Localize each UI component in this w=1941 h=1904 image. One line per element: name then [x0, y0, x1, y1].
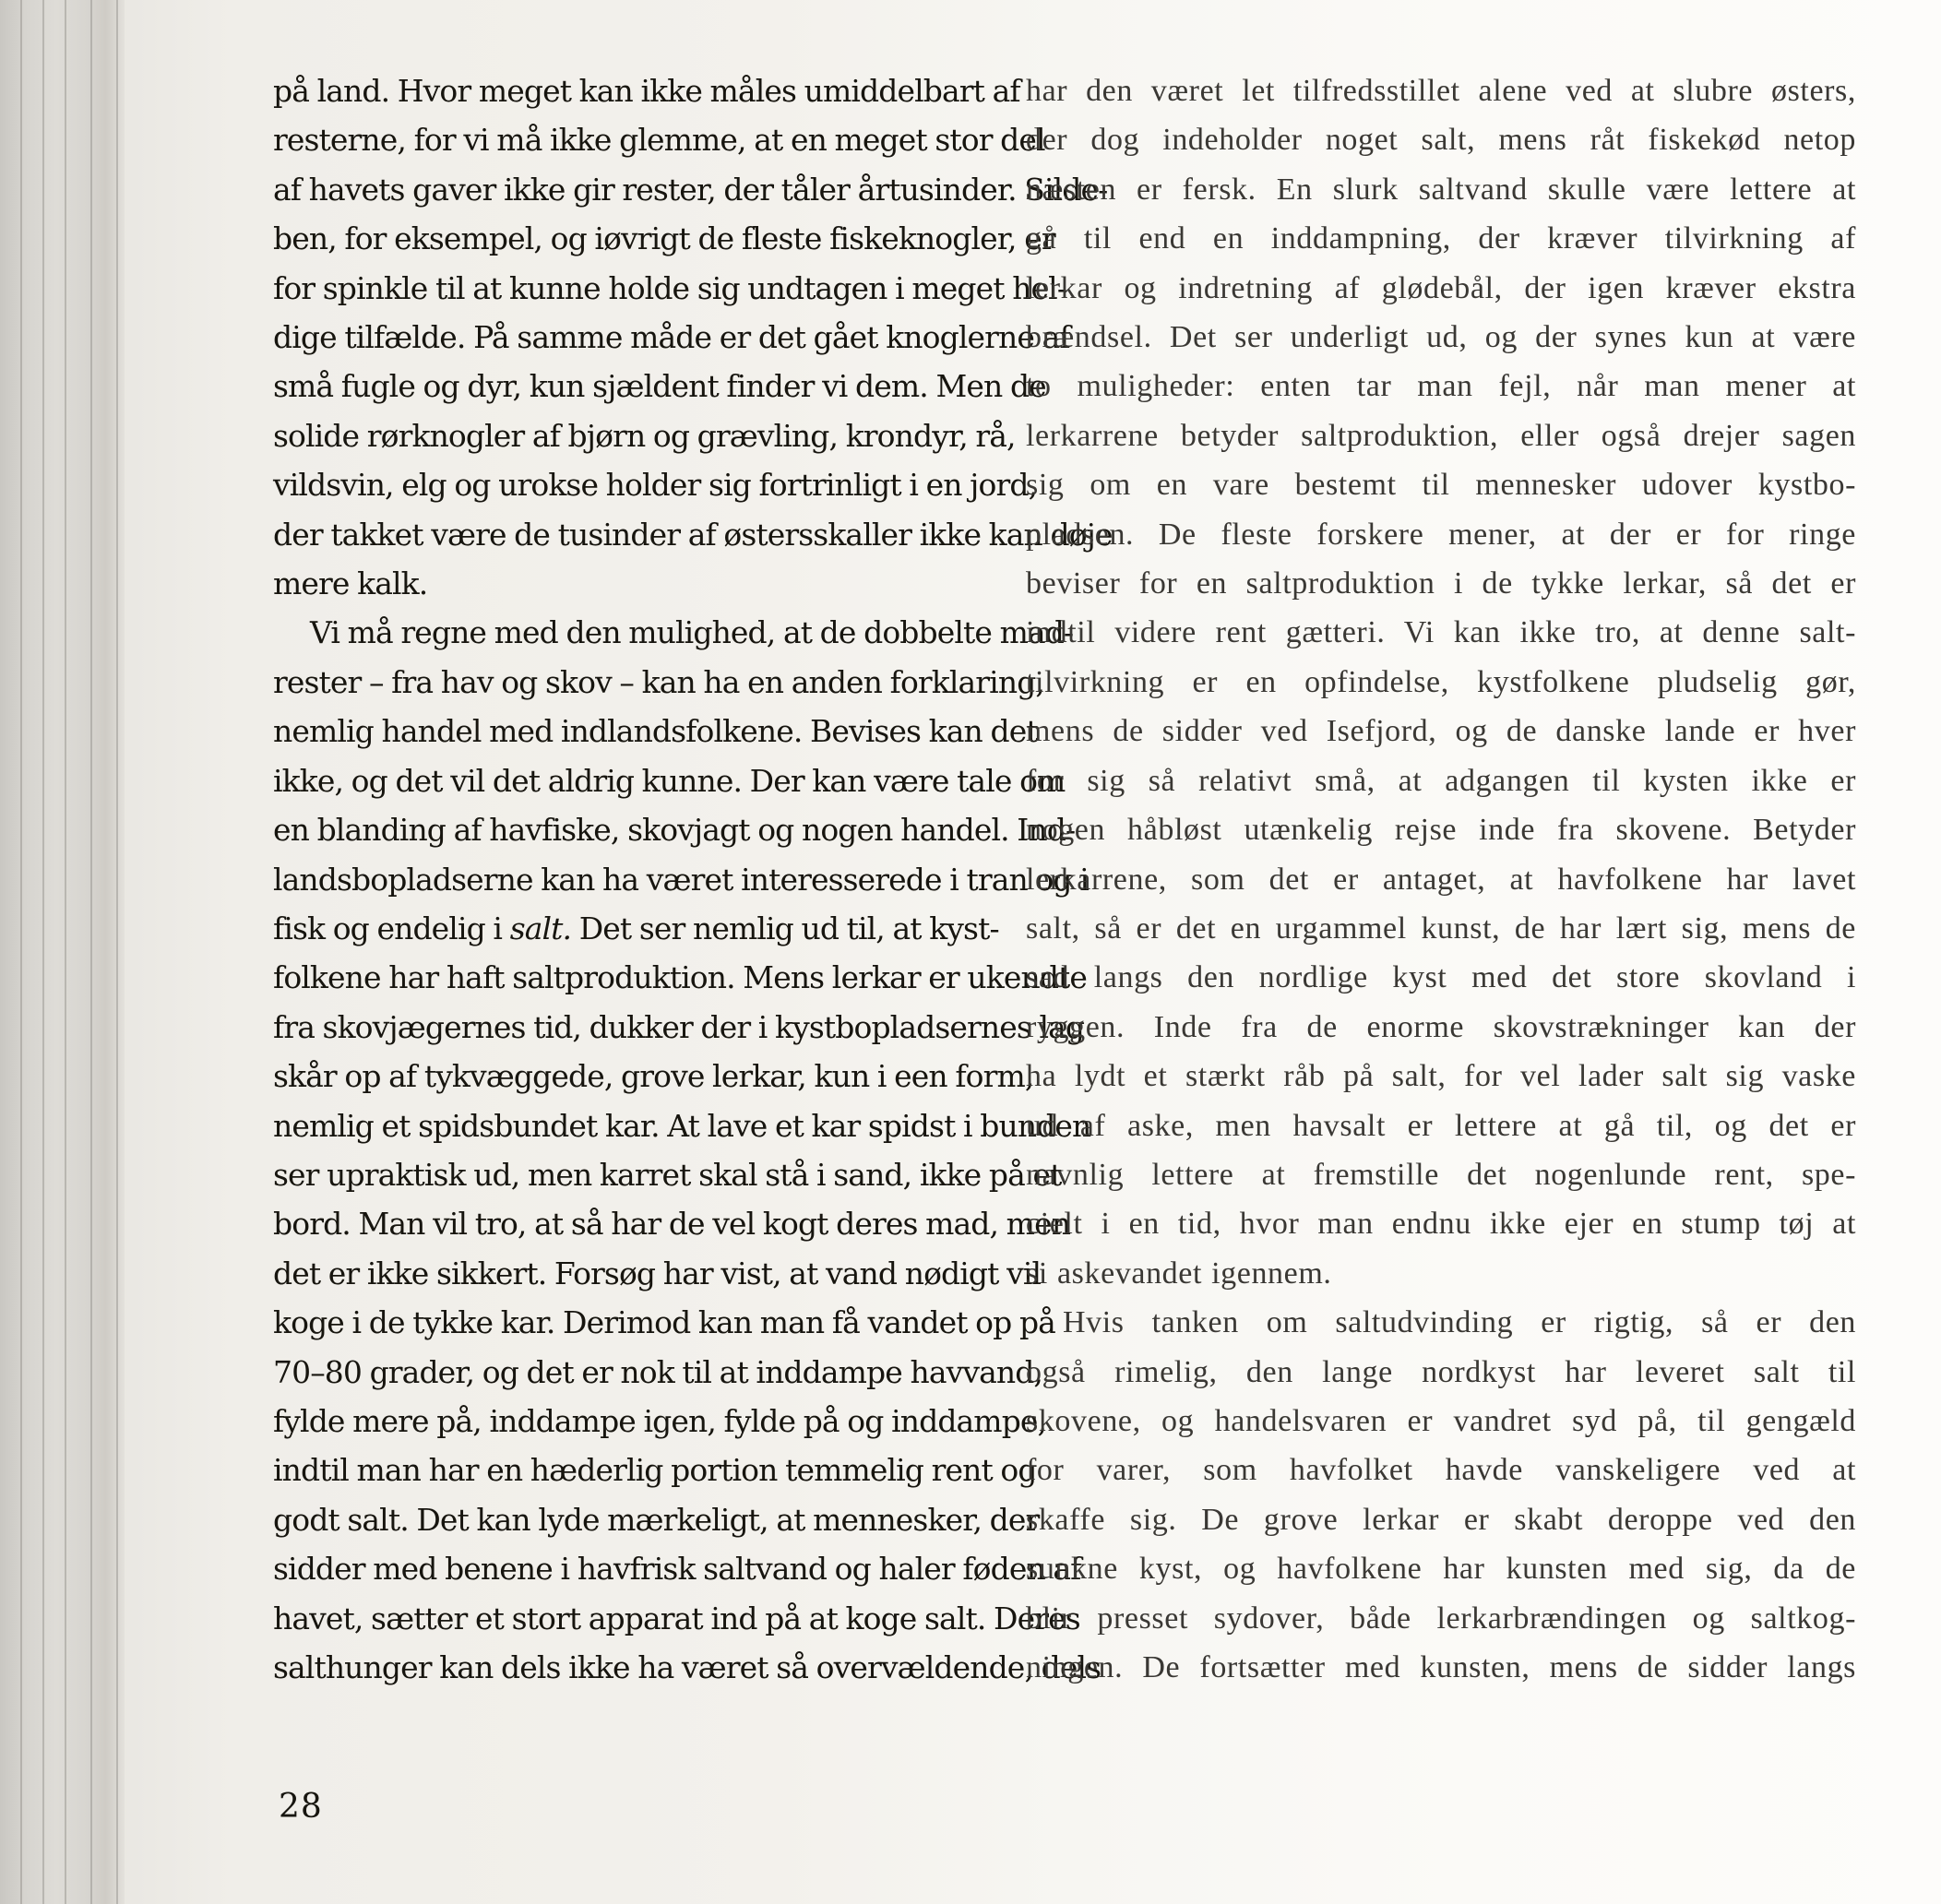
text-line: mens de sidder ved Isefjord, og de danske lande er hver [1026, 714, 1856, 749]
text-line: fra skovjægernes tid, dukker der i kystbopladsernes lag [273, 1008, 1085, 1045]
text-line: tilvirkning er en opfindelse, kystfolkene pludselig gør, [1026, 664, 1856, 699]
text-line: ryggen. Inde fra de enorme skovstrækninger kan der [1026, 1009, 1856, 1044]
text-line: ningen. De fortsætter med kunsten, mens de sidder langs [1026, 1650, 1856, 1684]
text-line: også rimelig, den lange nordkyst har leveret salt til [1026, 1354, 1856, 1389]
text-line: for varer, som havfolket havde vanskeligere ved at [1026, 1453, 1856, 1488]
text-line: næsten er fersk. En slurk saltvand skulle være lettere at [1026, 172, 1856, 207]
page-edge [65, 0, 66, 1904]
page-edge [20, 0, 22, 1904]
text-line: pladsen. De fleste forskere mener, at der er for ringe [1026, 517, 1856, 552]
text-line: det er ikke sikkert. Forsøg har vist, at vand nødigt vil [273, 1255, 1042, 1291]
text-line: indtil videre rent gætteri. Vi kan ikke tro, at denne salt- [1026, 615, 1856, 650]
text-line: lerkarrene, som det er antaget, at havfolkene har lavet [1026, 862, 1856, 897]
text-line: nemlig handel med indlandsfolkene. Bevises kan det [273, 713, 1038, 750]
text-line: rester – fra hav og skov – kan ha en anden forklaring, [273, 663, 1045, 700]
text-line: Hvis tanken om saltudvinding er rigtig, så er den [1063, 1305, 1856, 1340]
page-edge [90, 0, 92, 1904]
text-line: landsbopladserne kan ha været interesserede i tran og i [273, 861, 1089, 898]
right-page-text [1026, 66, 1856, 1692]
text-line: skår op af tykvæggede, grove lerkar, kun i een form, [273, 1058, 1034, 1095]
text-line: solide rørknogler af bjørn og grævling, krondyr, rå, [273, 417, 1016, 454]
text-line: vildsvin, elg og urokse holder sig fortrinligt i en jord, [273, 467, 1038, 504]
text-line: koge i de tykke kar. Derimod kan man få vandet op på [273, 1304, 1055, 1341]
text-line: mere kalk. [273, 565, 428, 602]
text-line: der dog indeholder noget salt, mens råt fiskekød netop [1026, 123, 1856, 158]
text-line: sunkne kyst, og havfolkene har kunsten med sig, da de [1026, 1552, 1856, 1587]
text-line: beviser for en saltproduktion i de tykke lerkar, så det er [1026, 566, 1856, 601]
left-paragraph-1 [273, 66, 1113, 608]
text-line: gå til end en inddampning, der kræver tilvirkning af [1026, 221, 1856, 256]
text-line: folkene har haft saltproduktion. Mens lerkar er ukendte [273, 959, 1088, 996]
text-line: dige tilfælde. På samme måde er det gået knoglerne af [273, 319, 1070, 356]
text-line: ud af aske, men havsalt er lettere at gå til, og det er [1026, 1108, 1856, 1143]
left-page-text [273, 66, 1113, 1692]
text-line: sidder med benene i havfrisk saltvand og haler føden af [273, 1551, 1081, 1588]
text-line: 70–80 grader, og det er nok til at inddampe havvand, [273, 1353, 1043, 1390]
text-line: af havets gaver ikke gir rester, der tåler årtusinder. Silde- [273, 171, 1108, 208]
text-line: skovene, og handelsvaren er vandret syd på, til gengæld [1026, 1403, 1856, 1438]
text-line: resterne, for vi må ikke glemme, at en meget stor del [273, 122, 1045, 159]
text-line: har den været let tilfredsstillet alene ved at slubre østers, [1026, 74, 1856, 108]
text-line: på land. Hvor meget kan ikke måles umiddelbart af [273, 73, 1020, 109]
text-line: indtil man har en hæderlig portion temmelig rent og [273, 1452, 1037, 1489]
page-edge [42, 0, 44, 1904]
text-line: Vi må regne med den mulighed, at de dobbelte mad- [310, 614, 1074, 651]
text-line: si askevandet igennem. [1026, 1255, 1332, 1291]
text-line: havet, sætter et stort apparat ind på at koge salt. Deres [273, 1600, 1080, 1636]
page-edge [116, 0, 118, 1904]
text-line: sig om en vare bestemt til mennesker udover kystbo- [1026, 468, 1856, 503]
text-line: sad langs den nordlige kyst med det store skovland i [1026, 960, 1856, 995]
text-line: cielt i en tid, hvor man endnu ikke ejer en stump tøj at [1026, 1207, 1856, 1242]
italic-word: salt. [509, 910, 572, 946]
text-fragment: fisk og endelig i [273, 910, 510, 946]
text-line: godt salt. Det kan lyde mærkeligt, at mennesker, der [273, 1501, 1040, 1538]
text-line: lerkarrene betyder saltproduktion, eller også drejer sagen [1026, 418, 1856, 453]
left-paragraph-2 [273, 608, 1101, 1692]
text-line: for sig så relativt små, at adgangen til kysten ikke er [1026, 763, 1856, 798]
text-line: ha lydt et stærkt råb på salt, for vel lader salt sig vaske [1026, 1059, 1856, 1094]
text-line: to muligheder: enten tar man fejl, når man mener at [1026, 369, 1856, 404]
text-line: salthunger kan dels ikke ha været så overvældende, dels [273, 1649, 1101, 1685]
text-line: fylde mere på, inddampe igen, fylde på og inddampe, [273, 1402, 1047, 1439]
text-line: der takket være de tusinder af østersskaller ikke kan døje [273, 516, 1113, 553]
page-number: 28 [279, 1788, 323, 1826]
text-line: for spinkle til at kunne holde sig undtagen i meget hel- [273, 269, 1067, 306]
text-line: blir presset sydover, både lerkarbrændingen og saltkog- [1026, 1601, 1856, 1636]
text-line: bord. Man vil tro, at så har de vel kogt deres mad, men [273, 1206, 1071, 1243]
right-paragraph-1 [1026, 66, 1856, 1298]
text-line: nemlig et spidsbundet kar. At lave et kar spidst i bunden [273, 1107, 1091, 1144]
text-line: en blanding af havfiske, skovjagt og nogen handel. Ind- [273, 812, 1076, 849]
text-line: nogen håbløst utænkelig rejse inde fra skovene. Betyder [1026, 813, 1856, 848]
text-line: ben, for eksempel, og iøvrigt de fleste fiskeknogler, er [273, 220, 1055, 257]
book-gutter [0, 0, 125, 1904]
text-line: skaffe sig. De grove lerkar er skabt deroppe ved den [1026, 1502, 1856, 1537]
text-line: ikke, og det vil det aldrig kunne. Der kan være tale om [273, 762, 1066, 799]
text-line: salt, så er det en urgammel kunst, de har lært sig, mens de [1026, 910, 1856, 946]
text-line-with-italic [273, 904, 999, 953]
text-line: ser upraktisk ud, men karret skal stå i sand, ikke på et [273, 1156, 1062, 1193]
text-line: brændsel. Det ser underligt ud, og der synes kun at være [1026, 320, 1856, 355]
text-line: navnlig lettere at fremstille det nogenlunde rent, spe- [1026, 1157, 1856, 1192]
text-line: lerkar og indretning af glødebål, der igen kræver ekstra [1026, 270, 1856, 305]
text-line: små fugle og dyr, kun sjældent finder vi dem. Men de [273, 368, 1046, 405]
right-paragraph-2 [1026, 1298, 1856, 1692]
text-fragment: Det ser nemlig ud til, at kyst- [571, 910, 999, 946]
